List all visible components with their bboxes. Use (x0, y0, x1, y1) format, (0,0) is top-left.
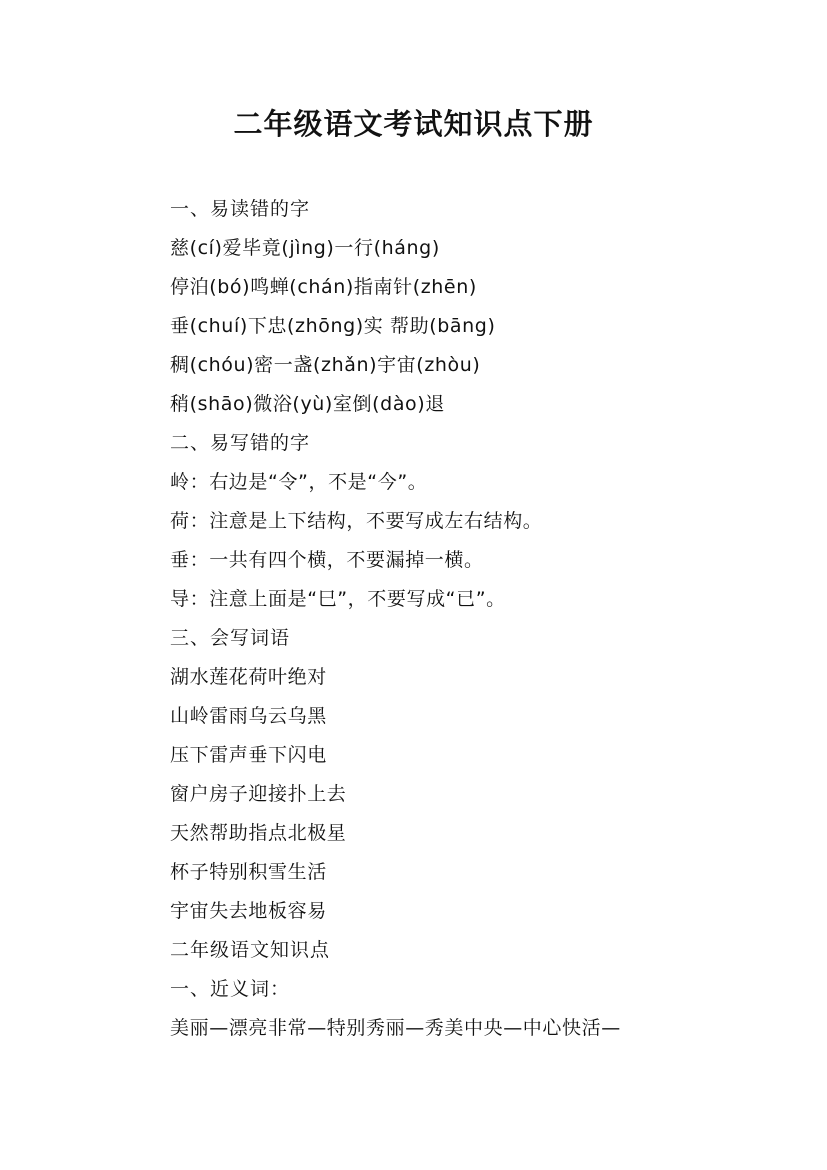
text-line: 慈(cí)爱毕竟(jìng)一行(háng) (170, 237, 440, 259)
text-line: 湖水莲花荷叶绝对 (170, 666, 327, 688)
text-line: 垂(chuí)下忠(zhōng)实 帮助(bāng) (170, 315, 496, 337)
section-heading-knowledge-points: 二年级语文知识点 (170, 939, 331, 961)
page-title: 二年级语文考试知识点下册 (233, 107, 594, 141)
section-heading-synonyms: 一、近义词： (170, 978, 291, 1000)
text-line: 稠(chóu)密一盏(zhǎn)宇宙(zhòu) (170, 354, 481, 376)
text-line: 压下雷声垂下闪电 (170, 744, 327, 766)
section-heading-writing-words: 三、会写词语 (170, 627, 291, 649)
text-line: 垂：一共有四个横，不要漏掉一横。 (170, 549, 484, 571)
section-heading-misread-characters: 一、易读错的字 (170, 198, 311, 220)
document-body (170, 190, 730, 1048)
text-line: 岭：右边是“令”，不是“今”。 (170, 471, 428, 493)
text-line: 停泊(bó)鸣蝉(chán)指南针(zhēn) (170, 276, 477, 298)
text-line: 宇宙失去地板容易 (170, 900, 327, 922)
text-line: 稍(shāo)微浴(yù)室倒(dào)退 (170, 393, 445, 415)
text-line: 天然帮助指点北极星 (170, 822, 347, 844)
text-line: 导：注意上面是“巳”，不要写成“已”。 (170, 588, 506, 610)
text-line: 美丽—漂亮非常—特别秀丽—秀美中央—中心快活— (170, 1017, 621, 1039)
text-line: 窗户房子迎接扑上去 (170, 783, 347, 805)
section-heading-miswritten-characters: 二、易写错的字 (170, 432, 311, 454)
text-line: 荷：注意是上下结构，不要写成左右结构。 (170, 510, 543, 532)
text-line: 杯子特别积雪生活 (170, 861, 327, 883)
text-line: 山岭雷雨乌云乌黑 (170, 705, 327, 727)
